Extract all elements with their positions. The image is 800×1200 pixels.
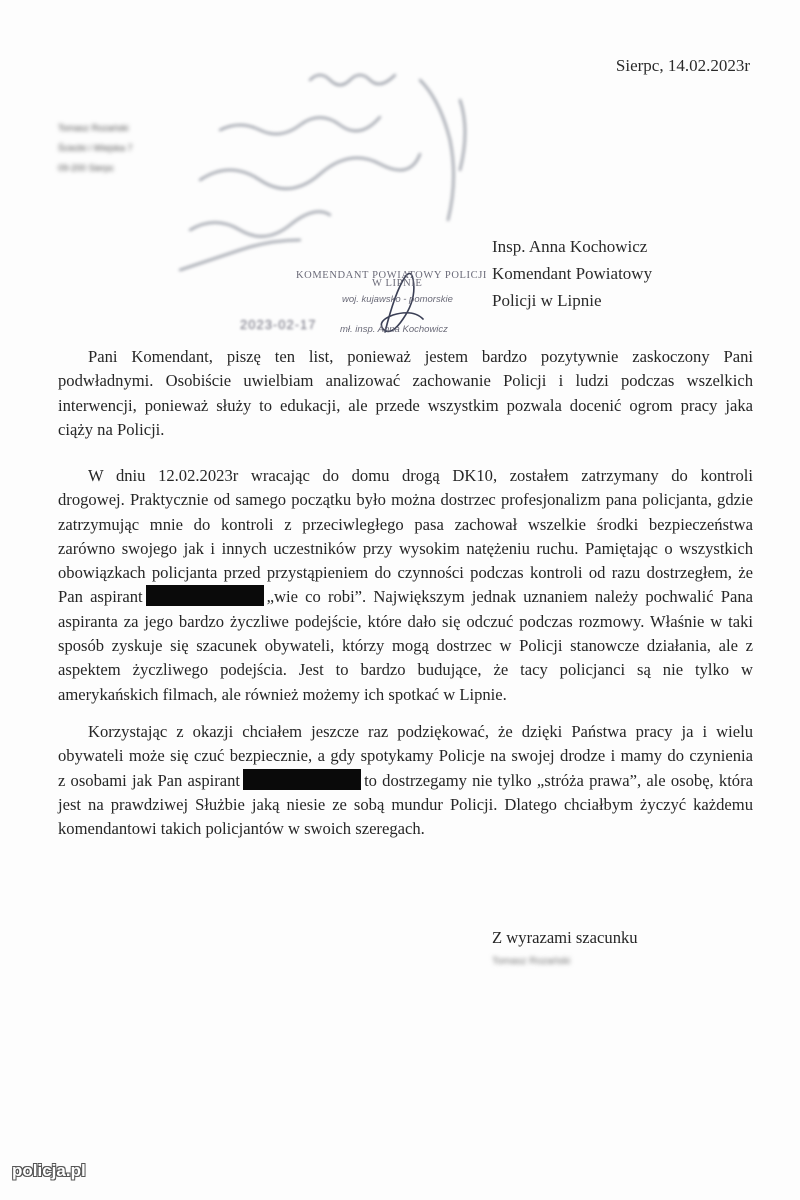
signature-name-blurred: Tomasz Rozański [492,956,571,967]
text-line [58,769,753,793]
text-line: sposób zyskuje się szacunek obywateli, którzy mogą dostrzec w Policji stanowcze działania, ale z [58,636,753,656]
text-line: amerykańskich filmach, ale również możemy ich spotkać w Lipnie. [58,684,507,704]
text-line: drogowej. Praktycznie od samego początku było można dostrzec profesjonalizm pana policjanta, gdzie [58,490,753,510]
text-line: W dniu 12.02.2023r wracając do domu drogą DK10, zostałem zatrzymany do kontroli [88,466,753,485]
text-fragment: Pan aspirant [58,587,143,607]
watermark-logo: policja.pl [12,1161,86,1180]
sender-line: Tomasz Rozański [58,123,129,133]
paragraph-3 [58,720,753,841]
recipient-line: Insp. Anna Kochowicz [492,237,648,256]
handwritten-annotation-blurred [160,40,490,300]
text-line: Pani Komendant, piszę ten list, ponieważ jestem bardzo pozytywnie zaskoczony Pani [88,347,753,366]
text-line: aspektem życzliwego podejścia. Jest to bardzo budujące, że tacy policjanci są nie tylko w [58,660,753,680]
place-date: Sierpc, 14.02.2023r [615,56,750,75]
stamp-line: KOMENDANT POWIATOWY POLICJI [296,270,487,281]
text-line: podwładnymi. Osobiście uwielbiam analizować zachowanie Policji i ludzi podczas wszelkich [58,371,753,391]
recipient-line: Policji w Lipnie [492,291,602,310]
official-stamp [240,262,500,352]
redacted-name [243,769,361,790]
text-line: zatrzymując mnie do kontroli z przeciwległego pasa zachował wszelkie środki bezpieczeństwa [58,514,753,534]
text-line: obywateli może się czuć bezpiecznie, a gdy spotykamy Policje na swojej drodze i mamy do czynienia [58,746,753,766]
sender-line: Ścieżki i Wiejska 7 [58,143,133,153]
redacted-name [146,585,264,606]
text-line: aspiranta za jego bardzo życzliwe podejście, które dało się odczuć podczas rozmowy. Właśnie w taki [58,611,753,631]
recipient-line: Komendant Powiatowy [492,264,653,283]
text-fragment: „wie co robi”. Największym jednak uznaniem należy pochwalić Pana [266,587,753,607]
paragraph-1 [58,345,753,442]
sender-line: 09-200 Sierpc [58,163,115,173]
text-line: zarówno swojego jak i innych uczestników przy wysokim natężeniu ruchu. Pamiętając o wszystkich [58,538,753,558]
text-line: obowiązkach policjanta przed przystąpieniem do czynności podczas kontroli od razu dostrzegłem, że [58,563,753,583]
stamp-signatory: mł. insp. Anna Kochowicz [340,324,448,335]
text-line: jest na prawdziwej Służbie jaką niesie ze sobą mundur Policji. Dlatego chciałbym życzyć każdemu [58,794,753,814]
text-line: ciąży na Policji. [58,419,165,439]
text-line: komendantowi takich policjantów w swoich szeregach. [58,819,425,839]
stamp-date: 2023-02-17 [240,317,317,332]
text-line [58,585,753,609]
stamp-line: woj. kujawsko - pomorskie [342,294,453,305]
stamp-line: W LIPNIE [372,278,423,289]
text-fragment: z osobami jak Pan aspirant [58,770,241,790]
text-fragment: to dostrzegamy nie tylko „stróża prawa”, ale osobę, która [364,770,753,790]
paragraph-2 [58,464,753,707]
text-line: interwencji, ponieważ służy to edukacji, ale przede wszystkim pozwala docenić ogrom pracy jaka [58,395,753,415]
text-line: Korzystając z okazji chciałem jeszcze raz podziękować, że dzięki Państwa pracy ja i wielu [88,722,753,741]
recipient-address [492,233,652,314]
closing-phrase: Z wyrazami szacunku [492,928,638,947]
